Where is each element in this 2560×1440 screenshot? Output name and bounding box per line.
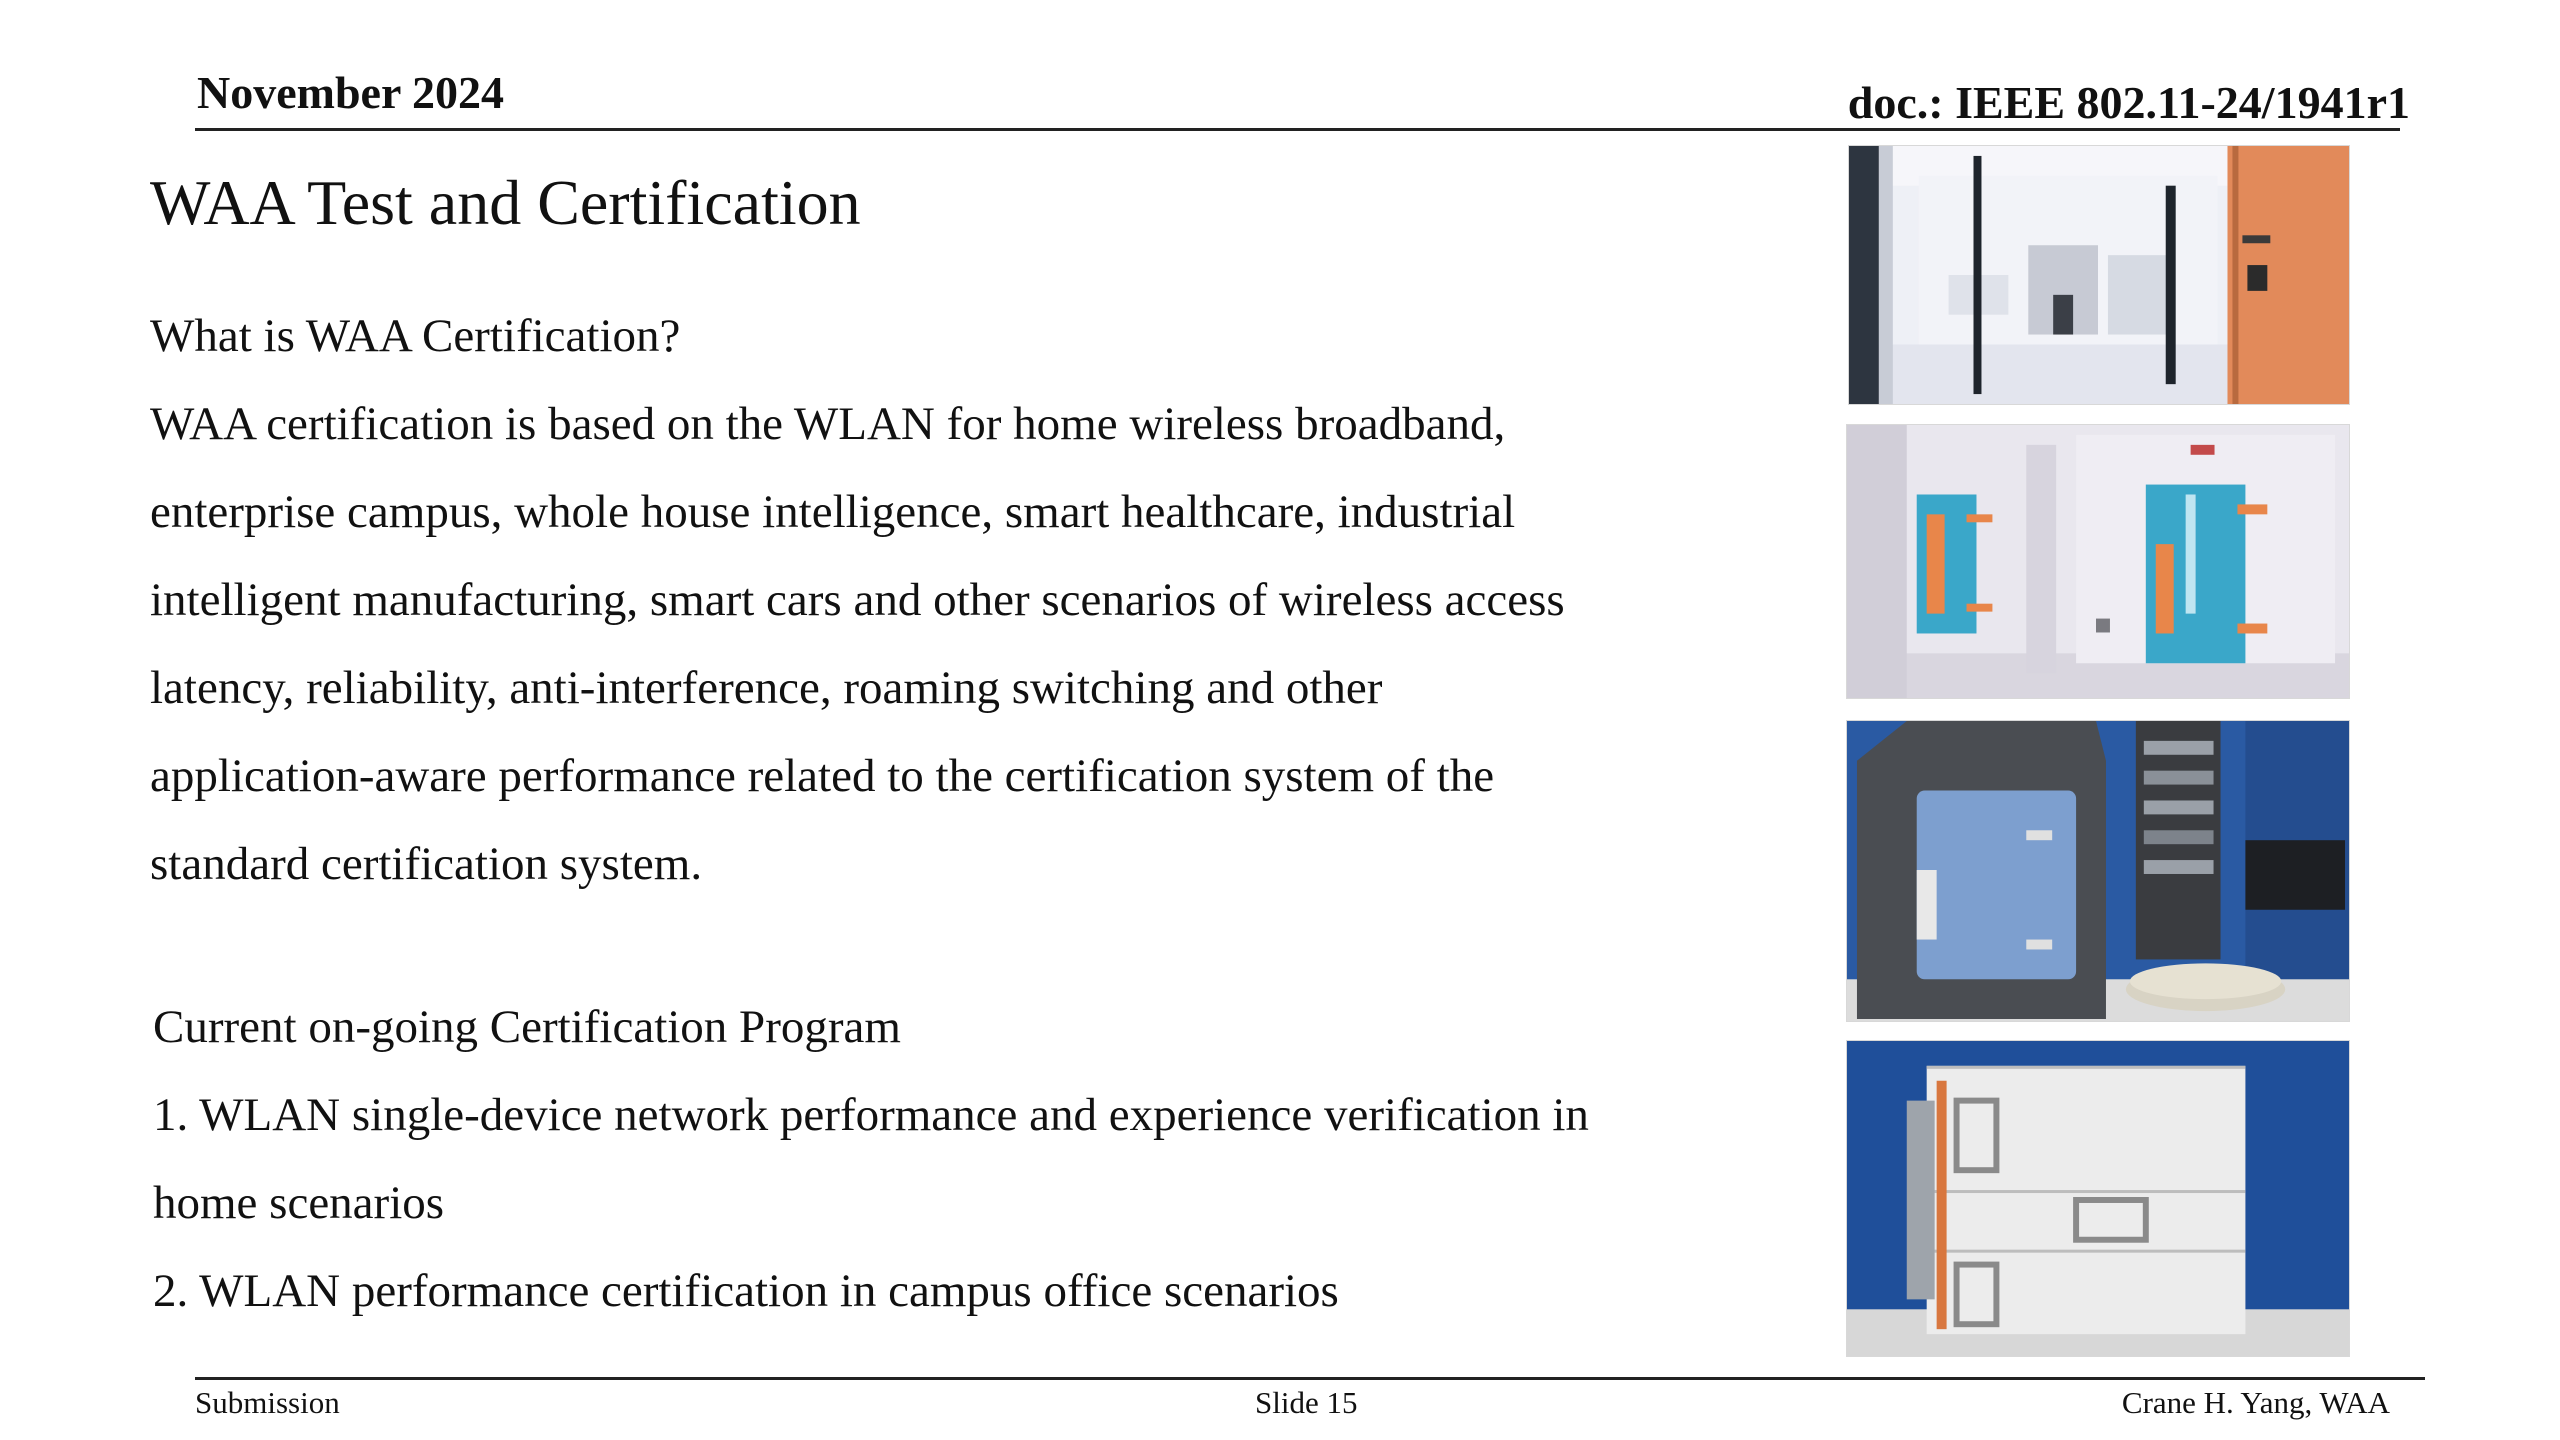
paragraph-line: enterprise campus, whole house intelligence, smart healthcare, industrial (150, 486, 1516, 538)
shield-box-rack-photo (1846, 720, 2350, 1022)
header-rule (195, 128, 2400, 131)
lab-corridor-photo (1848, 145, 2350, 405)
program-item: 1. WLAN single-device network performance and experience verification in (153, 1089, 1589, 1141)
slide-title: WAA Test and Certification (150, 167, 861, 238)
footer-rule (195, 1377, 2425, 1380)
header-date: November 2024 (197, 67, 505, 118)
paragraph-line: application-aware performance related to the certification system of the (150, 750, 1495, 802)
spacer (150, 908, 1810, 983)
shielded-rooms-photo (1846, 424, 2350, 699)
anechoic-chamber-boxes-photo (1846, 1040, 2350, 1357)
footer-slide-number: Slide 15 (1255, 1385, 1358, 1420)
slide-body (150, 292, 1810, 1335)
paragraph-line: latency, reliability, anti-interference, roaming switching and other (150, 662, 1383, 714)
footer-submission: Submission (195, 1385, 340, 1420)
program-item: 2. WLAN performance certification in campus office scenarios (153, 1265, 1339, 1317)
header-doc-id: doc.: IEEE 802.11-24/1941r1 (1847, 77, 2410, 128)
footer-author: Crane H. Yang, WAA (2121, 1385, 2390, 1420)
paragraph-line: intelligent manufacturing, smart cars and other scenarios of wireless access (150, 574, 1565, 626)
question-heading: What is WAA Certification? (150, 310, 681, 362)
program-heading: Current on-going Certification Program (153, 1001, 901, 1053)
paragraph-line: standard certification system. (150, 838, 703, 890)
program-item: home scenarios (153, 1177, 445, 1229)
paragraph-line: WAA certification is based on the WLAN for home wireless broadband, (150, 398, 1506, 450)
